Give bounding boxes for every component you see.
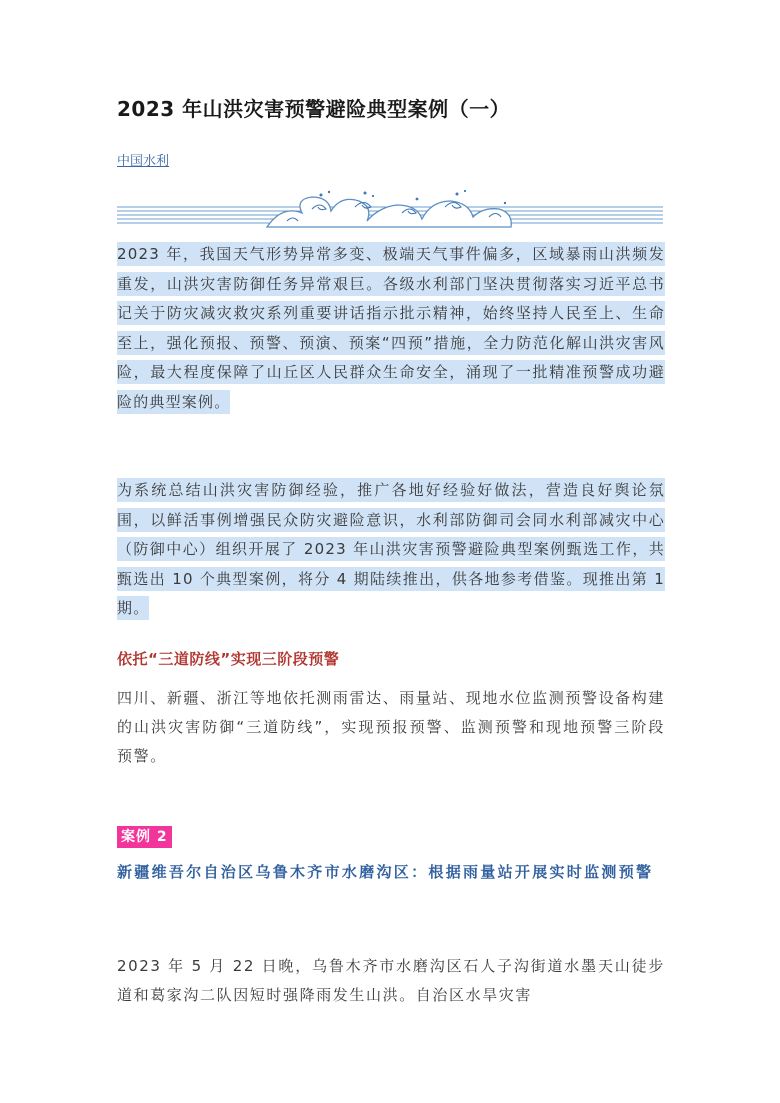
source-link[interactable]: 中国水利 (117, 154, 170, 169)
intro-paragraph-2 (117, 476, 665, 624)
highlighted-text: 2023 年，我国天气形势异常多变、极端天气事件偏多，区域暴雨山洪频发重发，山洪灾害防御任务异常艰巨。各级水利部门坚决贯彻落实习近平总书记关于防灾减灾救灾系列重要讲话指示批示精神，始终坚持人民至上、生命至上，强化预报、预警、预演、预案“四预”措施，全力防范化解山洪灾害风险，最大程度保障了山丘区人民群众生命安全，涌现了一批精准预警成功避险的典型案例。 (117, 242, 665, 414)
intro-paragraph-1 (117, 240, 665, 418)
case-paragraph: 2023 年 5 月 22 日晚，乌鲁木齐市水磨沟区石人子沟街道水墨天山徒步道和葛家沟二队因短时强降雨发生山洪。自治区水旱灾害 (117, 957, 665, 1004)
case-title: 新疆维吾尔自治区乌鲁木齐市水磨沟区：根据雨量站开展实时监测预警 (117, 863, 654, 881)
section-paragraph: 四川、新疆、浙江等地依托测雨雷达、雨量站、现地水位监测预警设备构建的山洪灾害防御“三道防线”，实现预报预警、监测预警和现地预警三阶段预警。 (117, 689, 665, 765)
wave-banner-icon (117, 187, 663, 233)
highlighted-text: 为系统总结山洪灾害防御经验，推广各地好经验好做法，营造良好舆论氛围，以鲜活事例增强民众防灾避险意识，水利部防御司会同水利部减灾中心（防御中心）组织开展了 2023 年山洪灾害预警避险典型案例甄选工作，共甄选出 10 个典型案例，将分 4 期陆续推出，供各地参考借鉴。现推出第 1 期。 (117, 478, 665, 620)
article-title: 2023 年山洪灾害预警避险典型案例（一） (117, 97, 511, 121)
section-heading: 依托“三道防线”实现三阶段预警 (117, 650, 340, 668)
case-badge: 案例 2 (117, 826, 172, 848)
